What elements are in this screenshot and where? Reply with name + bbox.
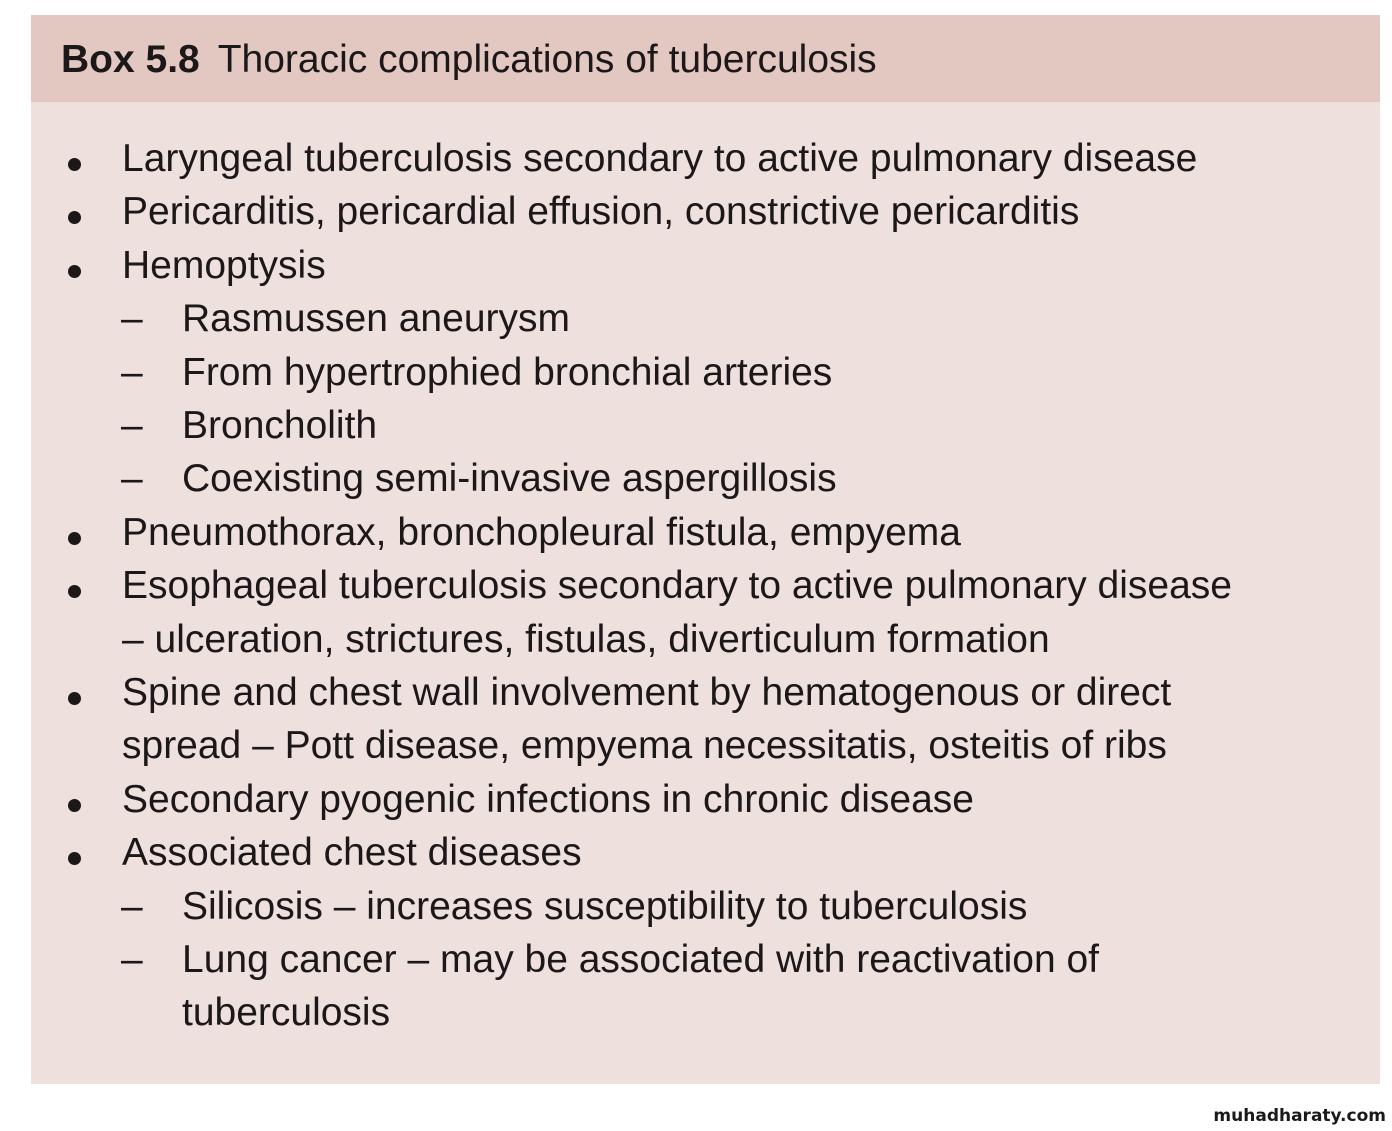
bullet-icon [64, 239, 84, 292]
list-item-text: Associated chest diseases [122, 831, 582, 875]
list-item-text: Esophageal tuberculosis secondary to active pulmonary disease [122, 564, 1232, 608]
list-item-text: spread – Pott disease, empyema necessitatis, osteitis of ribs [122, 724, 1167, 768]
bullet-icon [64, 773, 84, 826]
list-item-text: Pneumothorax, bronchopleural fistula, empyema [122, 510, 961, 554]
bullet-icon [64, 506, 84, 559]
list-item-text: Pericarditis, pericardial effusion, constrictive pericarditis [122, 190, 1080, 234]
dash-icon: – [121, 404, 143, 447]
sub-list-item-text: From hypertrophied bronchial arteries [182, 350, 833, 394]
sub-list-item-text: Broncholith [182, 404, 378, 447]
sub-list-item-text: tuberculosis [182, 991, 391, 1035]
list-item-text: Spine and chest wall involvement by hematogenous or direct [122, 671, 1172, 714]
bullet-icon [64, 826, 84, 879]
sub-list-item-text: Lung cancer – may be associated with reactivation of [182, 938, 1100, 981]
list-item-text: Hemoptysis [122, 243, 326, 287]
box-label: Box 5.8 [61, 38, 200, 81]
bullet-icon [64, 185, 84, 238]
box-header [31, 15, 1380, 102]
bullet-icon [64, 666, 84, 719]
content-box [31, 15, 1380, 1084]
list-item-text: Secondary pyogenic infections in chronic disease [122, 777, 975, 821]
list-item-text: – ulceration, strictures, fistulas, diverticulum formation [122, 617, 1050, 661]
dash-icon: – [121, 297, 143, 341]
sub-list-item-text: Coexisting semi-invasive aspergillosis [182, 457, 837, 501]
dash-icon: – [121, 457, 143, 501]
box-title [61, 37, 877, 83]
box-title-text: Thoracic complications of tuberculosis [217, 38, 877, 81]
sub-list-item-text: Silicosis – increases susceptibility to tuberculosis [182, 884, 1028, 928]
dash-icon: – [121, 884, 143, 928]
bullet-icon [64, 132, 84, 185]
watermark: muhadharaty.com [1213, 1106, 1386, 1126]
bullet-icon [64, 559, 84, 612]
dash-icon: – [121, 938, 143, 981]
sub-list-item-text: Rasmussen aneurysm [182, 297, 570, 341]
list-item-text: Laryngeal tuberculosis secondary to active pulmonary disease [122, 137, 1198, 180]
dash-icon: – [121, 350, 143, 394]
